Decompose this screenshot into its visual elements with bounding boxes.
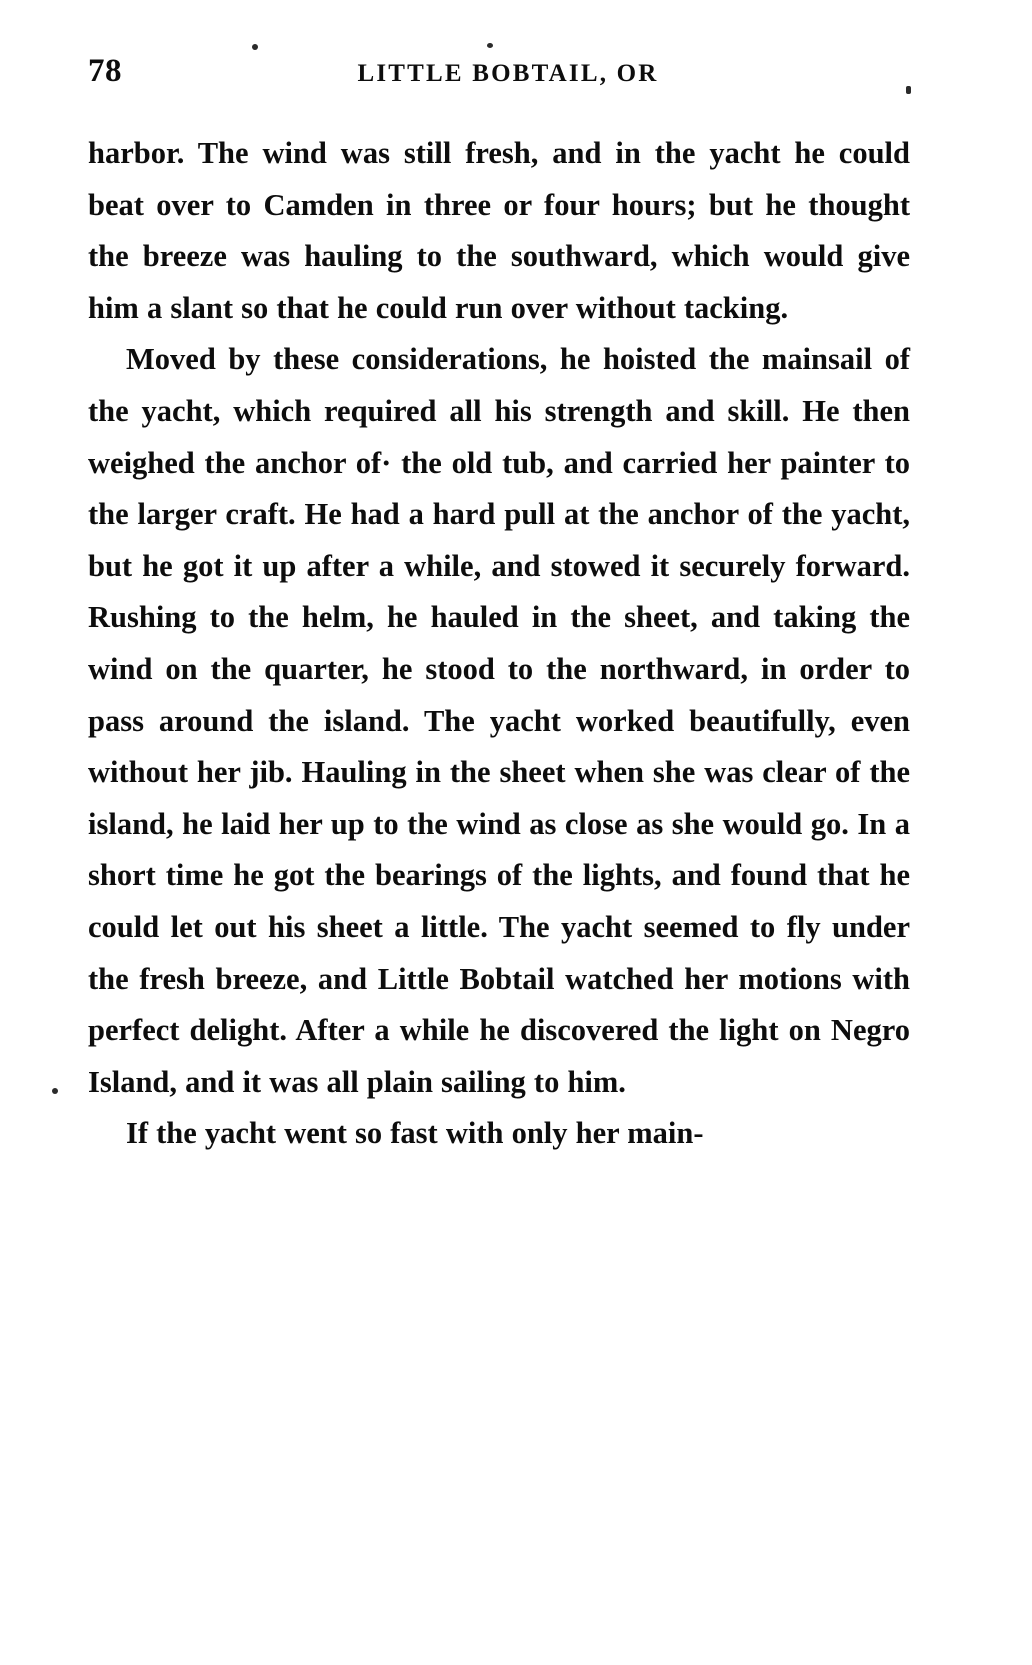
page-speckle-top-center <box>487 43 493 48</box>
paragraph: Moved by these considerations, he hoisted the mainsail of the yacht, which required all his strength and skill. He then weighed the anchor of· the old tub, and carried her painter to the larger craft. He had a hard pull at the anchor of the yacht, but he got it up after a while, and stowed it securely forward. Rushing to the helm, he hauled in the sheet, and taking the wind on the quarter, he stood to the northward, in order to pass around the island. The yacht worked beautifully, even without her jib. Hauling in the sheet when she was clear of the island, he laid her up to the wind as close as she would go. In a short time he got the bearings of the lights, and found that he could let out his sheet a little. The yacht seemed to fly under the fresh breeze, and Little Bobtail watched her motions with perfect delight. After a while he discovered the light on Negro Island, and it was all plain sailing to him. <box>88 342 910 1099</box>
paragraph: If the yacht went so fast with only her main- <box>126 1116 704 1151</box>
page-header <box>88 55 908 99</box>
page-number: 78 <box>88 53 122 89</box>
running-head: LITTLE BOBTAIL, OR <box>357 60 659 87</box>
page-speckle-top-left <box>252 44 258 50</box>
page-body <box>88 128 910 1160</box>
paragraph: harbor. The wind was still fresh, and in the yacht he could beat over to Camden in three or four hours; but he thought the breeze was hauling to the southward, which would give him a slant so that he could run over without tacking. <box>88 136 910 325</box>
page-speckle-left-margin <box>52 1088 58 1094</box>
